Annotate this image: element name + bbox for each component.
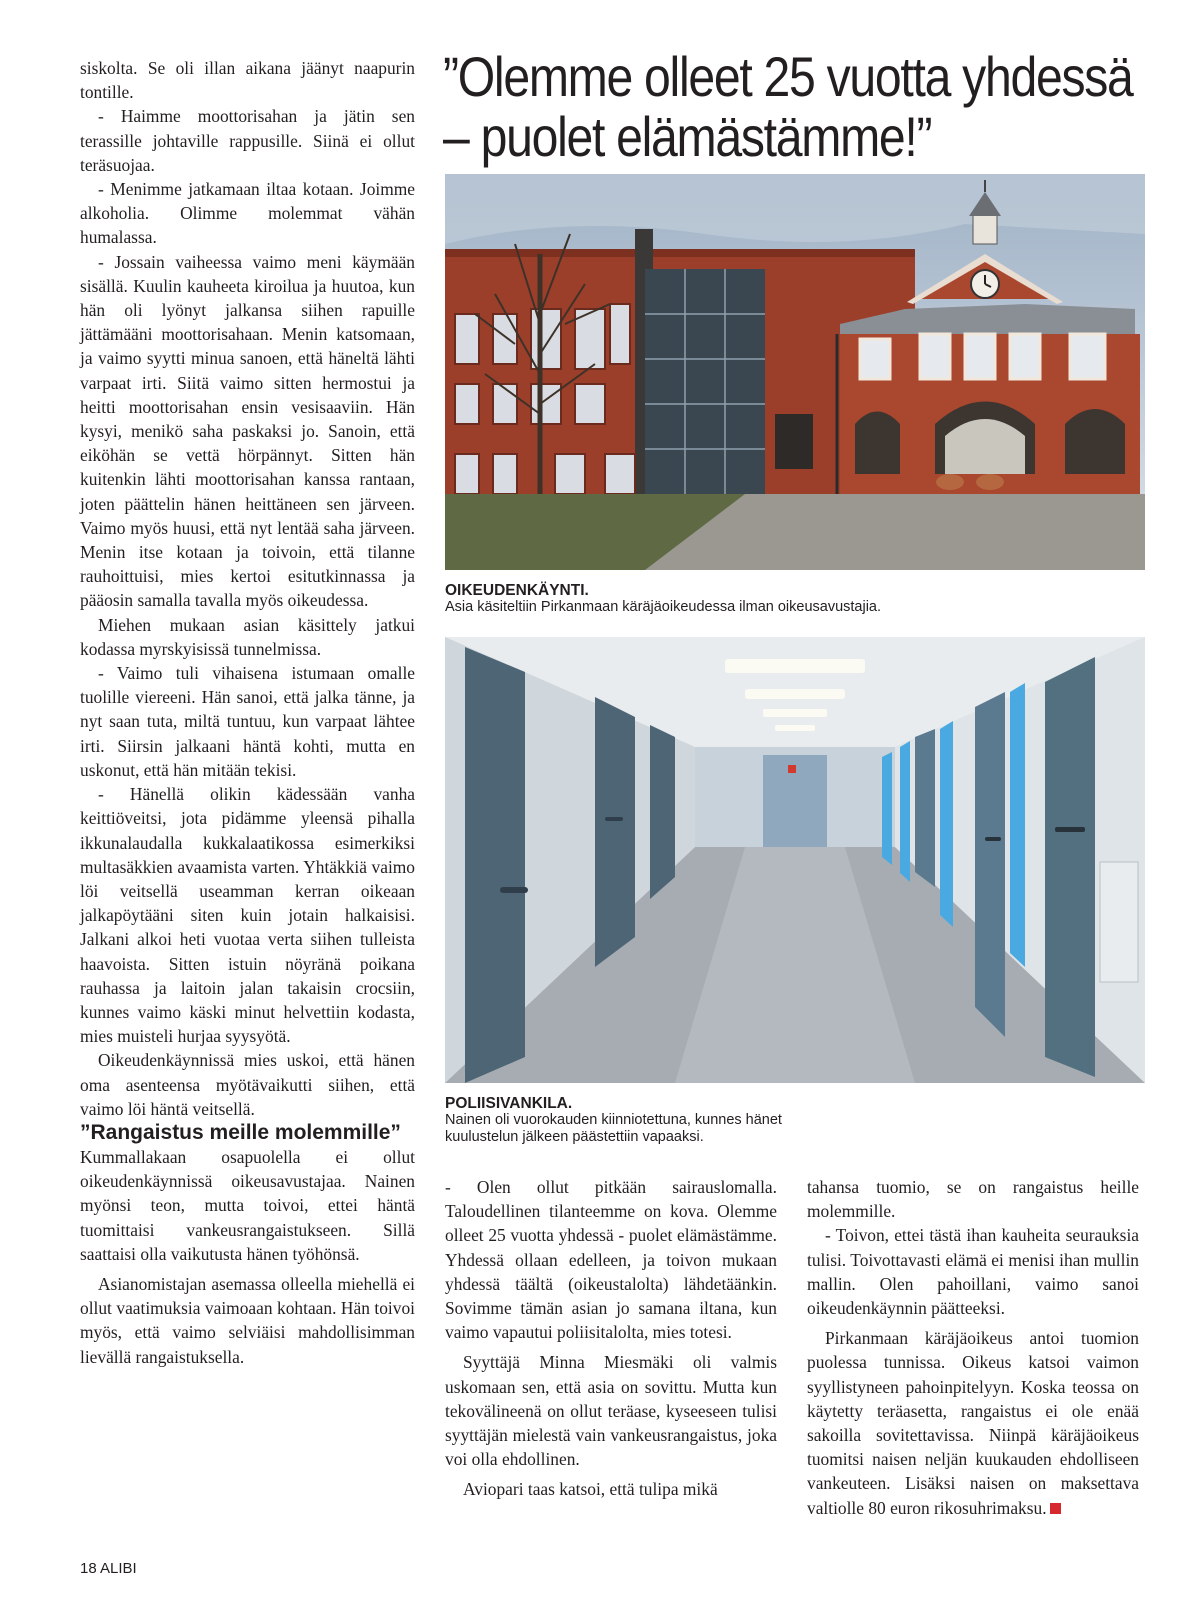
body-paragraph: Kummallakaan osapuolella ei ollut oikeudenkäynnissä oikeusavustajaa. Nainen myönsi teon, mutta toivoi, ettei häntä tuomittaisi vankeusrangaistukseen. Sillä saattaisi olla vaikutusta hänen työhönsä. [80, 1146, 415, 1264]
middle-column [445, 1175, 777, 1502]
subheading: ”Rangaistus meille molemmille” [80, 1120, 401, 1144]
body-paragraph: Oikeudenkäynnissä mies uskoi, että hänen oma asenteensa myötävaikutti siihen, että vaimo löi häntä veitsellä. [80, 1050, 415, 1119]
end-mark [1050, 1503, 1061, 1514]
body-paragraph: Syyttäjä Minna Miesmäki oli valmis uskomaan sen, että asia on sovittu. Mutta kun tekovälineenä on ollut teräase, kyseeseen tulisi syyttäjän mielestä vain vankeusrangaistus, joka voi olla ehdollinen. [445, 1352, 777, 1470]
body-paragraph [807, 1326, 1139, 1520]
caption-title: POLIISIVANKILA. [445, 1095, 573, 1112]
body-paragraph: - Vaimo tuli vihaisena istumaan omalle tuolille viereeni. Hän sanoi, että jalka tänne, ja nyt saan tuta, miltä tuntuu, kun varpaat lähtee irti. Siirsin jalkaani häntä kohti, mutta en uskonut, että hän mitään tekisi. [80, 663, 415, 780]
headline-line-2: – puolet elämästämme!” [443, 105, 932, 168]
body-paragraph: - Hänellä olikin kädessään vanha keittiöveitsi, jota pidämme yleensä pihalla ikkunalaudalla kukkalaatikossa esimerkiksi multasäkkien avaamista varten. Yhtäkkiä vaimo löi veitsellä useamman kerran oikeaan jalkapöytääni siten kuin jotain halkaisisi. Jalkani alkoi heti vuotaa verta siihen tulleista haavoista. Sitten istuin nöyränä poikana rauhassa ja laitoin jalan takaisin crocsiin, kunnes vaimo käski minut helvettiin kodasta, mies muisteli hurjaa syysyötä. [80, 784, 415, 1047]
body-paragraph: Asianomistajan asemassa olleella miehellä ei ollut vaatimuksia vaimoaan kohtaan. Hän toivoi myös, että vaimo selviäisi mahdollisimman lievällä rangaistuksella. [80, 1273, 415, 1367]
caption-text: Asia käsiteltiin Pirkanmaan käräjäoikeudessa ilman oikeusavustajia. [445, 599, 882, 615]
prison-corridor-photo [445, 637, 1145, 1083]
right-column [807, 1175, 1139, 1520]
courthouse-caption [445, 582, 1145, 616]
caption-text: Nainen oli vuorokauden kiinniotettuna, kunnes hänet kuulustelun jälkeen päästettiin vapaaksi. [445, 1112, 782, 1145]
courthouse-photo [445, 174, 1145, 570]
body-paragraph: - Menimme jatkamaan iltaa kotaan. Joimme alkoholia. Olimme molemmat vähän humalassa. [80, 179, 415, 248]
final-paragraph-text: Pirkanmaan käräjäoikeus antoi tuomion puolessa tunnissa. Oikeus katsoi vaimon syyllistyneen pahoinpitelyyn. Koska teossa on käytetty teräasetta, rangaistus ei ole enää sakoilla sovitettavissa. Niinpä käräjäoikeus tuomitsi naisen neljän kuukauden ehdolliseen vankeuteen. Lisäksi naisen on maksettava valtiolle 80 euron rikosuhrimaksu. [807, 1328, 1139, 1518]
body-paragraph: Miehen mukaan asian käsittely jatkui kodassa myrskyisissä tunnelmissa. [80, 614, 415, 659]
body-paragraph: - Toivon, ettei tästä ihan kauheita seurauksia tulisi. Toivottavasti elämä ei menisi ihan mullin mallin. Olen pahoillani, vaimo sanoi oikeudenkäynnin päätteeksi. [807, 1225, 1139, 1319]
page-footer: 18 ALIBI [80, 1560, 137, 1577]
body-paragraph: tahansa tuomio, se on rangaistus heille molemmille. [807, 1177, 1139, 1222]
headline-line-1: ”Olemme olleet 25 vuotta yhdessä [443, 45, 1133, 108]
caption-title: OIKEUDENKÄYNTI. [445, 582, 589, 599]
body-paragraph: siskolta. Se oli illan aikana jäänyt naapurin tontille. [80, 58, 415, 103]
body-paragraph: Aviopari taas katsoi, että tulipa mikä [463, 1479, 718, 1500]
body-paragraph: - Jossain vaiheessa vaimo meni käymään sisällä. Kuulin kauheeta kiroilua ja huutoa, kun hän oli lyönyt jalkansa siihen rapuille jättämääni moottorisahaan. Menin katsomaan, ja vaimo syytti minua sanoen, että häneltä lähti varpaat irti. Siitä vaimo sitten hermostui ja heitti moottorisahan ensin vesisaaviin. Hän kysyi, menikö saha paskaksi jo. Sanoin, että eiköhän se vettä hörpännyt. Sitten hän kuitenkin lähti moottorisahan kanssa rantaan, joten päättelin hänen heittäneen sen järveen. Vaimo myös huusi, että nyt lentää saha järveen. Menin itse kotaan ja toivoin, että tilanne rauhoittuisi, mies kertoi esitutkinnassa ja pääosin samalla tavalla myös oikeudessa. [80, 251, 415, 611]
body-paragraph: - Olen ollut pitkään sairauslomalla. Taloudellinen tilanteemme on kova. Olemme olleet 25 vuotta yhdessä - puolet elämästämme. Yhdessä ollaan edelleen, ja toivon mukaan yhdessä täältä (oikeustalolta) lähdetäänkin. Sovimme tämän asian jo samana iltana, kun vaimo vapautui poliisitalolta, mies totesi. [445, 1177, 777, 1343]
body-paragraph: - Haimme moottorisahan ja jätin sen terassille johtaville rappusille. Siinä ei ollut teräsuojaa. [80, 106, 415, 175]
prison-caption [445, 1095, 825, 1146]
headline [443, 45, 1133, 168]
left-column [80, 56, 415, 1369]
